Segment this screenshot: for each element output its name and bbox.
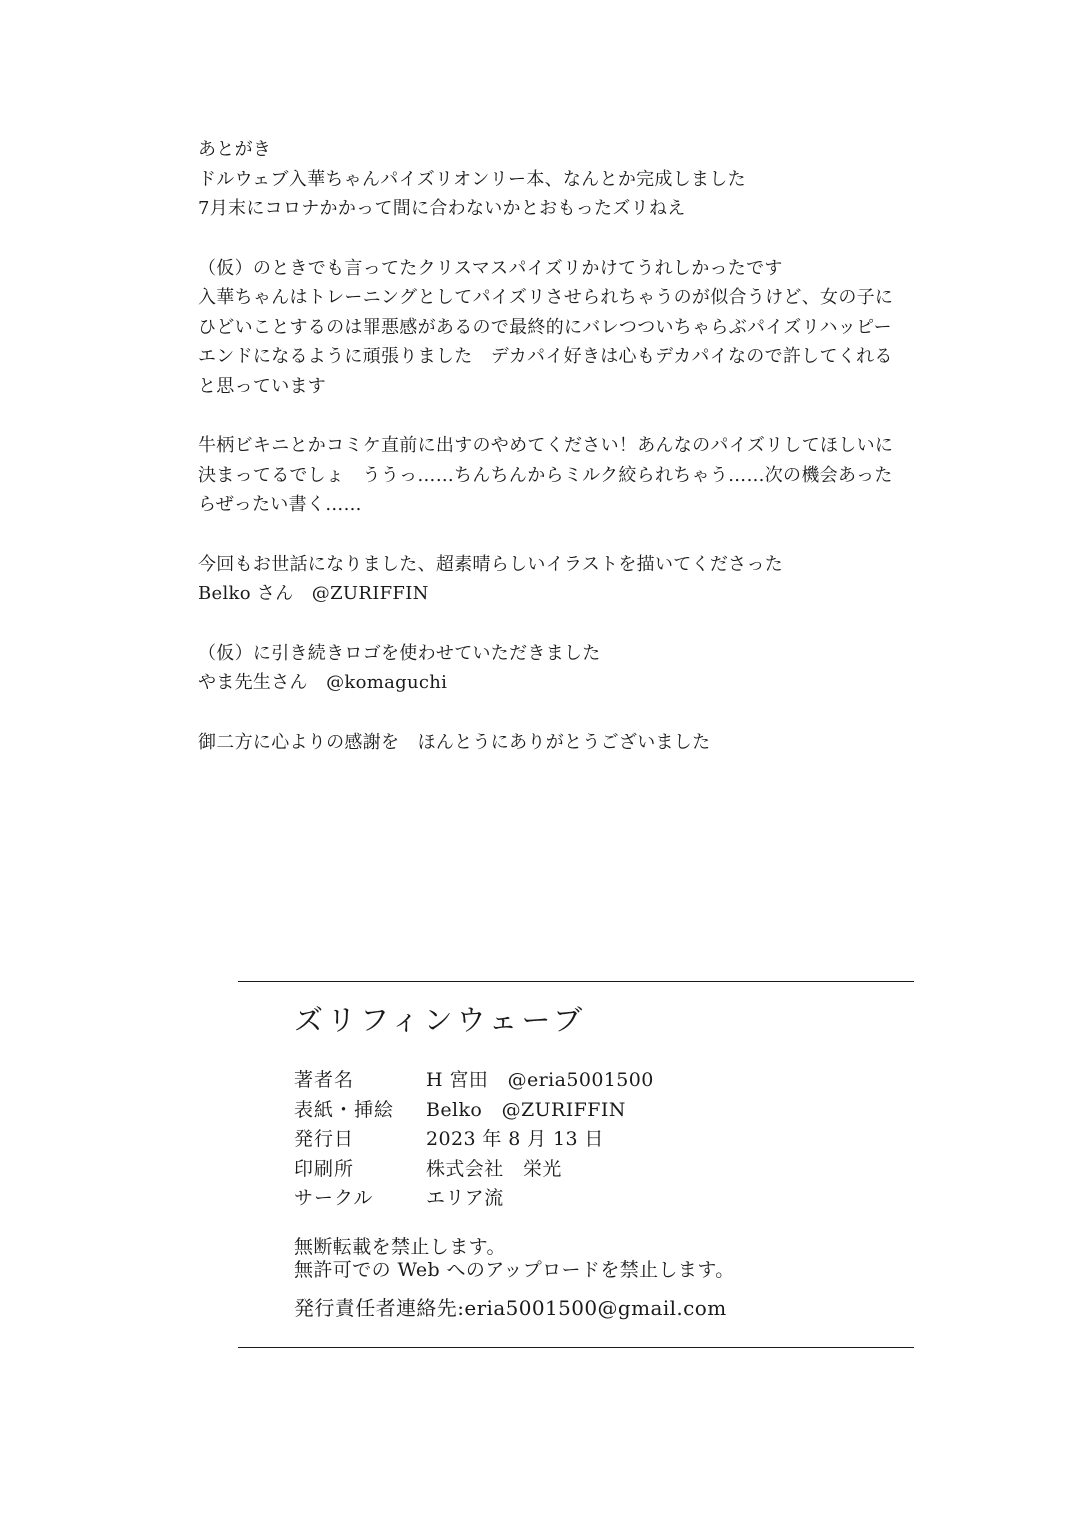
colophon-top-rule xyxy=(238,981,914,982)
afterword-line: ひどいことするのは罪悪感があるので最終的にバレつついちゃらぶパイズリハッピー xyxy=(198,316,892,338)
info-value: H 宮田 @eria5001500 xyxy=(426,1069,654,1091)
info-label: 表紙・挿絵 xyxy=(294,1098,395,1121)
colophon-notices xyxy=(294,1236,914,1282)
afterword-line: と思っています xyxy=(198,375,327,397)
info-label: サークル xyxy=(294,1187,374,1209)
afterword-line: （仮）に引き続きロゴを使わせていただきました xyxy=(198,642,601,664)
afterword-line: 入華ちゃんはトレーニングとしてパイズリさせられちゃうのが似合うけど、女の子に xyxy=(198,287,894,308)
colophon xyxy=(238,981,914,1348)
afterword-line: 決まってるでしょ ううっ……ちんちんからミルク絞られちゃう……次の機会あった xyxy=(198,464,893,486)
afterword-paragraph xyxy=(198,135,978,224)
afterword-line: ドルウェブ入華ちゃんパイズリオンリー本、なんとか完成しました xyxy=(198,168,746,190)
info-value: Belko @ZURIFFIN xyxy=(426,1098,626,1121)
afterword-line: （仮）のときでも言ってたクリスマスパイズリかけてうれしかったです xyxy=(198,257,783,279)
info-row-illustrator xyxy=(294,1096,914,1126)
info-row-circle xyxy=(294,1184,914,1214)
info-row-publish-date xyxy=(294,1125,914,1155)
afterword-line: 7月末にコロナかかって間に合わないかとおもったズリねえ xyxy=(198,198,686,219)
colophon-info-table xyxy=(294,1066,914,1214)
afterword-paragraph xyxy=(198,431,978,520)
afterword-line: エンドになるように頑張りました デカパイ好きは心もデカパイなので許してくれる xyxy=(198,346,893,367)
afterword-paragraph xyxy=(198,550,978,609)
info-value: 2023 年 8 月 13 日 xyxy=(426,1128,604,1150)
afterword-line: Belko さん @ZURIFFIN xyxy=(198,583,429,604)
afterword-line: 牛柄ビキニとかコミケ直前に出すのやめてください！あんなのパイズリしてほしいに xyxy=(198,435,894,456)
afterword-line: らぜったい書く…… xyxy=(198,494,362,515)
info-label: 発行日 xyxy=(294,1128,355,1150)
afterword-paragraph xyxy=(198,728,978,758)
afterword-line: 今回もお世話になりました、超素晴らしいイラストを描いてくださった xyxy=(198,553,784,575)
book-title: ズリフィンウェーブ xyxy=(294,1003,587,1037)
afterword-paragraph xyxy=(198,254,978,402)
colophon-bottom-rule xyxy=(238,1347,914,1348)
notice-no-upload: 無許可での Web へのアップロードを禁止します。 xyxy=(294,1258,735,1281)
afterword-heading: あとがき xyxy=(198,139,272,160)
info-row-author xyxy=(294,1066,914,1096)
afterword-paragraph xyxy=(198,639,978,698)
afterword-line: 御二方に心よりの感謝を ほんとうにありがとうございました xyxy=(198,731,711,753)
info-row-printer xyxy=(294,1155,914,1185)
publisher-contact: 発行責任者連絡先:eria5001500@gmail.com xyxy=(294,1295,727,1320)
afterword-line: やま先生さん @komaguchi xyxy=(198,672,448,693)
info-value: 株式会社 栄光 xyxy=(426,1157,562,1180)
notice-no-reprint: 無断転載を禁止します。 xyxy=(294,1235,506,1258)
info-label: 著者名 xyxy=(294,1069,355,1091)
info-value: エリア流 xyxy=(426,1187,504,1209)
info-label: 印刷所 xyxy=(294,1157,355,1180)
afterword-section xyxy=(198,135,978,787)
